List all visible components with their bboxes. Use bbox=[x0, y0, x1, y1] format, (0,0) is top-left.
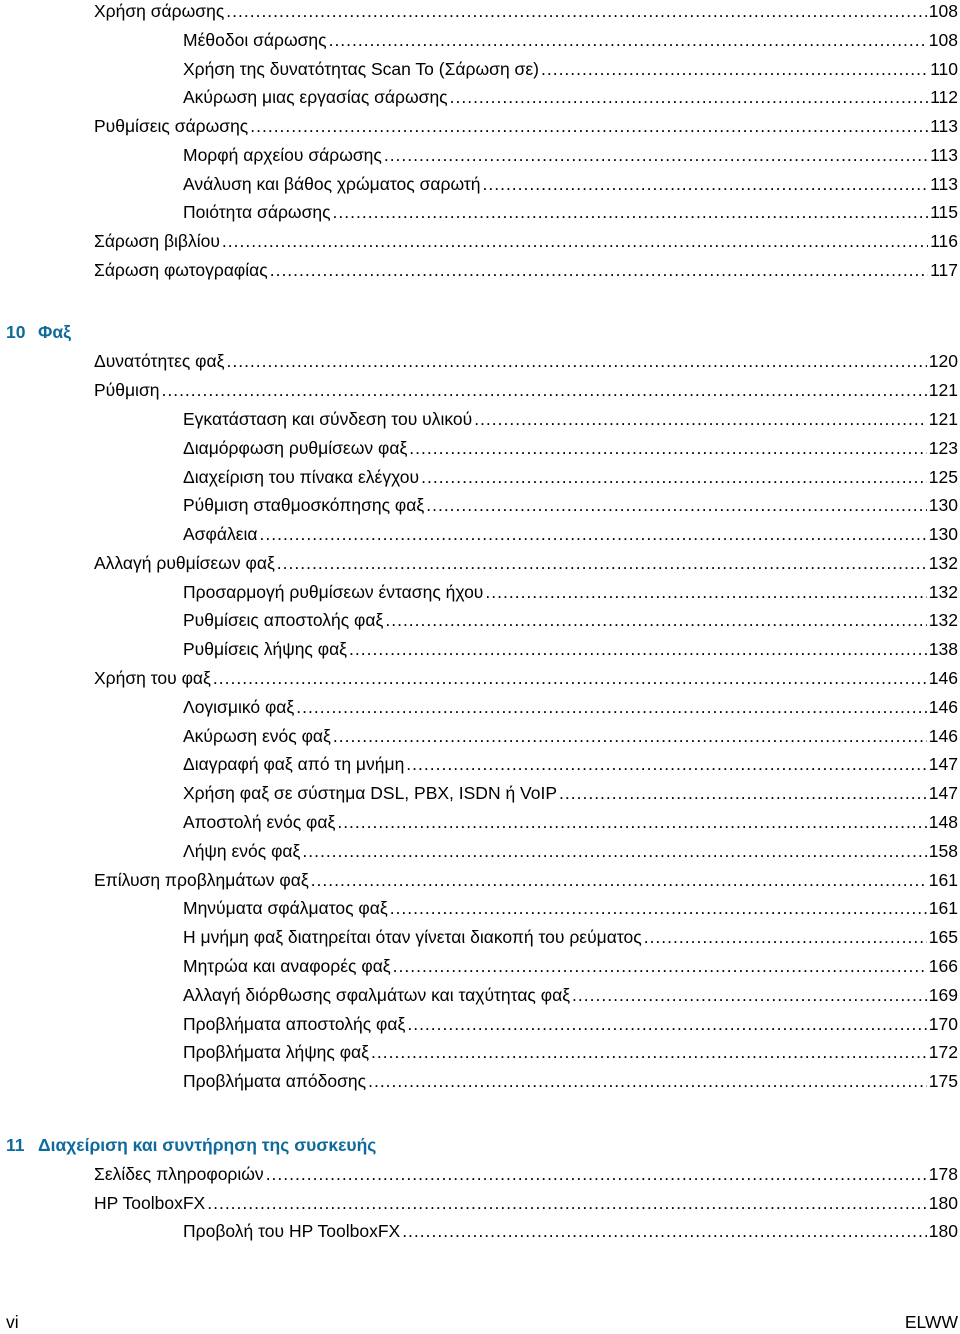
toc-entry-page: 108 bbox=[928, 30, 958, 50]
toc-entry-page: 108 bbox=[928, 1, 958, 21]
toc-entry-title: Ακύρωση μιας εργασίας σάρωσης bbox=[183, 87, 448, 107]
toc-entry-title: HP ToolboxFX bbox=[94, 1193, 206, 1213]
toc-entry[interactable] bbox=[183, 924, 958, 950]
toc-entry-title: Μορφή αρχείου σάρωσης bbox=[183, 145, 382, 165]
toc-leader-dots bbox=[349, 636, 927, 662]
toc-leader-dots bbox=[450, 84, 928, 110]
toc-leader-dots bbox=[260, 521, 927, 547]
toc-entry-title: Επίλυση προβλημάτων φαξ bbox=[94, 870, 309, 890]
toc-entry-title: Προβλήματα απόδοσης bbox=[183, 1071, 367, 1091]
toc-entry-title: Αλλαγή διόρθωσης σφαλμάτων και ταχύτητας φαξ bbox=[183, 985, 571, 1005]
toc-entry[interactable] bbox=[94, 228, 958, 254]
toc-entry-page: 116 bbox=[930, 231, 958, 251]
toc-entry[interactable] bbox=[183, 84, 958, 110]
toc-entry[interactable] bbox=[183, 56, 958, 82]
toc-entry-page: 166 bbox=[928, 956, 958, 976]
toc-entry-title: Διαχείριση του πίνακα ελέγχου bbox=[183, 467, 420, 487]
toc-leader-dots bbox=[393, 953, 927, 979]
toc-entry-title: Ασφάλεια bbox=[183, 524, 258, 544]
toc-entry-page: 148 bbox=[928, 812, 958, 832]
toc-entry-page: 132 bbox=[928, 582, 958, 602]
toc-entry-title: Ρυθμίσεις αποστολής φαξ bbox=[183, 610, 384, 630]
toc-entry[interactable] bbox=[94, 867, 958, 893]
toc-leader-dots bbox=[541, 56, 928, 82]
toc-leader-dots bbox=[266, 1161, 927, 1187]
toc-entry-page: 178 bbox=[928, 1164, 958, 1184]
toc-leader-dots bbox=[559, 780, 927, 806]
toc-leader-dots bbox=[333, 199, 929, 225]
toc-entry-page: 110 bbox=[930, 59, 958, 79]
toc-entry-page: 175 bbox=[928, 1071, 958, 1091]
toc-entry-page: 112 bbox=[930, 87, 958, 107]
toc-entry-page: 138 bbox=[928, 639, 958, 659]
toc-entry[interactable] bbox=[183, 1039, 958, 1065]
toc-entry[interactable] bbox=[94, 377, 958, 403]
toc-leader-dots bbox=[270, 257, 928, 283]
toc-leader-dots bbox=[311, 867, 927, 893]
toc-leader-dots bbox=[226, 0, 927, 24]
toc-entry[interactable] bbox=[183, 636, 958, 662]
toc-entry-title: Χρήση σάρωσης bbox=[94, 1, 225, 21]
toc-entry[interactable] bbox=[94, 550, 958, 576]
toc-entry-title: Εγκατάσταση και σύνδεση του υλικού bbox=[183, 409, 473, 429]
toc-entry[interactable] bbox=[183, 435, 958, 461]
toc-entry-page: 161 bbox=[928, 870, 958, 890]
toc-leader-dots bbox=[407, 1011, 926, 1037]
toc-entry-title: Ρυθμίσεις λήψης φαξ bbox=[183, 639, 348, 659]
toc-entry-page: 147 bbox=[928, 754, 958, 774]
toc-entry-page: 161 bbox=[928, 898, 958, 918]
toc-leader-dots bbox=[226, 348, 926, 374]
toc-entry-title: Αλλαγή ρυθμίσεων φαξ bbox=[94, 553, 275, 573]
toc-entry[interactable] bbox=[94, 0, 958, 24]
toc-leader-dots bbox=[483, 171, 929, 197]
toc-entry-title: Χρήση του φαξ bbox=[94, 668, 211, 688]
chapter-number: 11 bbox=[6, 1135, 25, 1155]
toc-entry-page: 132 bbox=[928, 610, 958, 630]
toc-entry-title: Σάρωση φωτογραφίας bbox=[94, 260, 268, 280]
toc-entry-title: Μηνύματα σφάλματος φαξ bbox=[183, 898, 388, 918]
toc-entry-page: 169 bbox=[928, 985, 958, 1005]
toc-entry-page: 147 bbox=[928, 783, 958, 803]
toc-entry-page: 125 bbox=[928, 467, 958, 487]
chapter-heading[interactable] bbox=[6, 318, 960, 346]
toc-entry-title: Μέθοδοι σάρωσης bbox=[183, 30, 327, 50]
toc-entry[interactable] bbox=[183, 1068, 958, 1094]
toc-leader-dots bbox=[207, 1190, 927, 1216]
toc-entry[interactable] bbox=[183, 27, 958, 53]
toc-entry[interactable] bbox=[183, 1218, 958, 1244]
toc-entry[interactable] bbox=[94, 665, 958, 691]
toc-entry-title: Διαμόρφωση ρυθμίσεων φαξ bbox=[183, 438, 408, 458]
toc-entry-title: Μητρώα και αναφορές φαξ bbox=[183, 956, 391, 976]
toc-leader-dots bbox=[333, 723, 927, 749]
toc-entry[interactable] bbox=[183, 838, 958, 864]
toc-entry[interactable] bbox=[183, 751, 958, 777]
toc-entry[interactable] bbox=[183, 809, 958, 835]
toc-leader-dots bbox=[296, 694, 927, 720]
toc-entry-title: Η μνήμη φαξ διατηρείται όταν γίνεται διακοπή του ρεύματος bbox=[183, 927, 642, 947]
toc-entry-page: 117 bbox=[930, 260, 958, 280]
toc-leader-dots bbox=[384, 142, 928, 168]
footer-doc-code: ELWW bbox=[904, 1312, 958, 1332]
chapter-heading[interactable] bbox=[6, 1131, 960, 1159]
toc-entry[interactable] bbox=[183, 895, 958, 921]
toc-leader-dots bbox=[368, 1068, 927, 1094]
footer-page-label: vi bbox=[6, 1312, 19, 1332]
toc-entry-page: 113 bbox=[930, 145, 958, 165]
toc-entry-page: 132 bbox=[928, 553, 958, 573]
toc-entry-page: 170 bbox=[928, 1014, 958, 1034]
toc-entry[interactable] bbox=[183, 579, 958, 605]
toc-entry-page: 158 bbox=[928, 841, 958, 861]
toc-entry-page: 146 bbox=[928, 668, 958, 688]
toc-entry-title: Αποστολή ενός φαξ bbox=[183, 812, 336, 832]
toc-entry[interactable] bbox=[94, 1161, 958, 1187]
toc-leader-dots bbox=[426, 492, 927, 518]
toc-entry-page: 172 bbox=[928, 1042, 958, 1062]
toc-entry-title: Ρύθμιση σταθμοσκόπησης φαξ bbox=[183, 495, 425, 515]
toc-leader-dots bbox=[421, 464, 927, 490]
toc-entry-title: Ανάλυση και βάθος χρώματος σαρωτή bbox=[183, 174, 481, 194]
toc-entry[interactable] bbox=[94, 257, 958, 283]
toc-leader-dots bbox=[337, 809, 926, 835]
toc-entry-title: Σελίδες πληροφοριών bbox=[94, 1164, 264, 1184]
toc-entry-page: 130 bbox=[928, 524, 958, 544]
toc-entry-page: 121 bbox=[928, 380, 958, 400]
toc-entry-title: Προβολή του HP ToolboxFX bbox=[183, 1221, 401, 1241]
toc-entry-page: 120 bbox=[928, 351, 958, 371]
toc-entry-title: Δυνατότητες φαξ bbox=[94, 351, 225, 371]
toc-entry[interactable] bbox=[183, 521, 958, 547]
toc-entry[interactable] bbox=[183, 982, 958, 1008]
toc-entry[interactable] bbox=[183, 406, 958, 432]
toc-entry[interactable] bbox=[183, 1011, 958, 1037]
toc-entry[interactable] bbox=[183, 142, 958, 168]
toc-leader-dots bbox=[250, 113, 928, 139]
toc-entry-title: Χρήση φαξ σε σύστημα DSL, PBX, ISDN ή VoIP bbox=[183, 783, 558, 803]
toc-leader-dots bbox=[385, 607, 926, 633]
toc-entry-page: 180 bbox=[928, 1221, 958, 1241]
toc-entry-title: Προβλήματα αποστολής φαξ bbox=[183, 1014, 406, 1034]
toc-leader-dots bbox=[277, 550, 927, 576]
toc-entry-title: Ρύθμιση bbox=[94, 380, 160, 400]
toc-leader-dots bbox=[406, 751, 927, 777]
toc-entry[interactable] bbox=[183, 607, 958, 633]
toc-entry-title: Προσαρμογή ρυθμίσεων έντασης ήχου bbox=[183, 582, 484, 602]
toc-entry-page: 130 bbox=[928, 495, 958, 515]
toc-entry[interactable] bbox=[183, 171, 958, 197]
toc-leader-dots bbox=[390, 895, 927, 921]
toc-entry[interactable] bbox=[183, 492, 958, 518]
toc-leader-dots bbox=[302, 838, 926, 864]
toc-entry[interactable] bbox=[183, 694, 958, 720]
toc-entry-page: 113 bbox=[930, 174, 958, 194]
toc-entry-title: Ποιότητα σάρωσης bbox=[183, 202, 331, 222]
toc-entry-page: 180 bbox=[928, 1193, 958, 1213]
toc-leader-dots bbox=[572, 982, 927, 1008]
page-footer bbox=[6, 1310, 958, 1334]
toc-entry-title: Ακύρωση ενός φαξ bbox=[183, 726, 331, 746]
toc-entry-title: Προβλήματα λήψης φαξ bbox=[183, 1042, 370, 1062]
toc-entry[interactable] bbox=[94, 348, 958, 374]
toc-entry-page: 113 bbox=[930, 116, 958, 136]
toc-entry[interactable] bbox=[183, 199, 958, 225]
toc-leader-dots bbox=[371, 1039, 927, 1065]
toc-leader-dots bbox=[329, 27, 927, 53]
toc-leader-dots bbox=[161, 377, 926, 403]
toc-entry[interactable] bbox=[183, 464, 958, 490]
toc-entry[interactable] bbox=[183, 780, 958, 806]
chapter-title: Διαχείριση και συντήρηση της συσκευής bbox=[38, 1135, 377, 1155]
toc-entry[interactable] bbox=[183, 953, 958, 979]
toc-entry-page: 121 bbox=[928, 409, 958, 429]
chapter-title: Φαξ bbox=[38, 322, 71, 342]
toc-entry-page: 146 bbox=[928, 726, 958, 746]
chapter-number: 10 bbox=[6, 322, 26, 342]
toc-entry[interactable] bbox=[94, 113, 958, 139]
toc-leader-dots bbox=[409, 435, 927, 461]
toc-leader-dots bbox=[213, 665, 927, 691]
toc-leader-dots bbox=[402, 1218, 927, 1244]
toc-entry[interactable] bbox=[94, 1190, 958, 1216]
toc-entry-page: 146 bbox=[928, 697, 958, 717]
toc-entry-page: 123 bbox=[928, 438, 958, 458]
toc-leader-dots bbox=[474, 406, 927, 432]
toc-entry-title: Χρήση της δυνατότητας Scan To (Σάρωση σε) bbox=[183, 59, 539, 79]
toc-entry-page: 115 bbox=[930, 202, 958, 222]
toc-entry-title: Διαγραφή φαξ από τη μνήμη bbox=[183, 754, 405, 774]
toc-entry-title: Σάρωση βιβλίου bbox=[94, 231, 220, 251]
toc-entry-page: 165 bbox=[928, 927, 958, 947]
toc-entry-title: Λήψη ενός φαξ bbox=[183, 841, 301, 861]
toc-leader-dots bbox=[222, 228, 928, 254]
toc-entry-title: Ρυθμίσεις σάρωσης bbox=[94, 116, 249, 136]
toc-leader-dots bbox=[485, 579, 926, 605]
toc-entry-title: Λογισμικό φαξ bbox=[183, 697, 295, 717]
toc-leader-dots bbox=[644, 924, 927, 950]
toc-entry[interactable] bbox=[183, 723, 958, 749]
